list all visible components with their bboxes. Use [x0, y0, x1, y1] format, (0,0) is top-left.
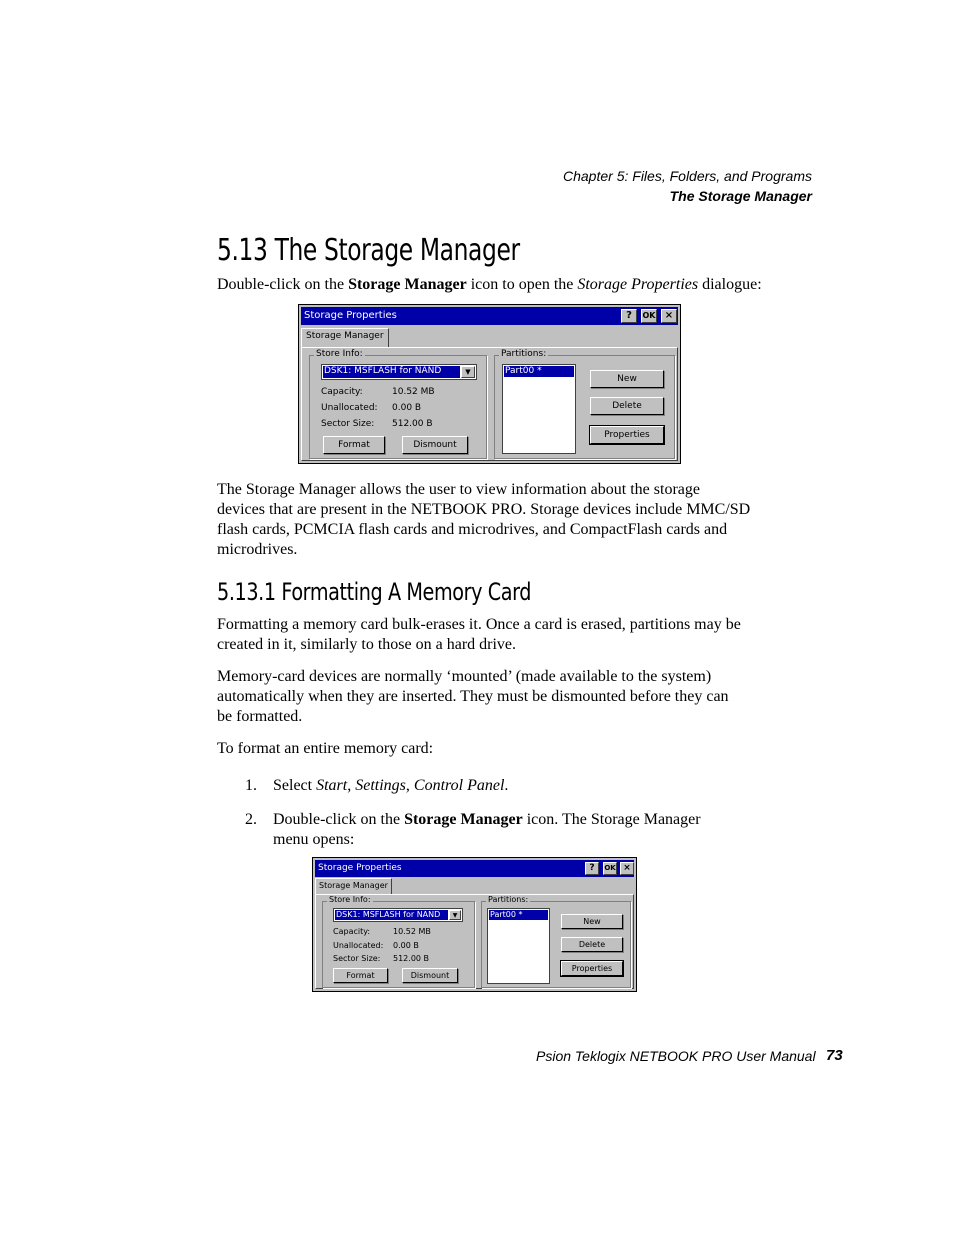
store-select[interactable] — [333, 908, 463, 922]
ok-button[interactable]: OK — [641, 309, 657, 323]
dialog-title: Storage Properties — [318, 863, 402, 873]
delete-button[interactable]: Delete — [561, 937, 623, 952]
storage-properties-dialog-2 — [312, 857, 637, 992]
delete-button[interactable]: Delete — [590, 397, 664, 415]
store-select[interactable] — [321, 364, 477, 380]
running-header-section: The Storage Manager — [669, 188, 812, 204]
store-select-value: DSK1: MSFLASH for NAND — [335, 910, 448, 920]
dialog-title-bar — [315, 860, 634, 877]
partition-item[interactable]: Part00 * — [504, 366, 574, 377]
running-header-chapter: Chapter 5: Files, Folders, and Programs — [563, 168, 812, 184]
close-icon[interactable]: × — [620, 862, 634, 875]
tab-storage-manager[interactable]: Storage Manager — [315, 878, 392, 895]
format-button[interactable]: Format — [323, 436, 385, 454]
footer-manual-title: Psion Teklogix NETBOOK PRO User Manual — [536, 1048, 816, 1064]
intro-paragraph: Double-click on the Storage Manager icon to open the Storage Properties dialogue: — [217, 276, 762, 293]
capacity-label: Capacity: — [321, 387, 363, 397]
partitions-label: Partitions: — [488, 895, 529, 904]
chevron-down-icon[interactable]: ▼ — [449, 910, 461, 920]
close-icon[interactable]: × — [661, 309, 677, 323]
capacity-value: 10.52 MB — [393, 927, 431, 936]
partitions-group — [494, 349, 675, 459]
properties-button[interactable]: Properties — [590, 426, 664, 444]
step-1-text: Select Start, Settings, Control Panel. — [273, 777, 509, 794]
dismount-button[interactable]: Dismount — [402, 968, 458, 983]
store-select-value: DSK1: MSFLASH for NAND — [323, 366, 460, 378]
help-button[interactable]: ? — [621, 309, 637, 323]
store-info-label: Store Info: — [316, 349, 363, 359]
partitions-list[interactable] — [487, 908, 550, 984]
sector-size-value: 512.00 B — [392, 419, 433, 429]
page-number: 73 — [826, 1047, 843, 1064]
help-button[interactable]: ? — [585, 862, 599, 875]
partitions-label: Partitions: — [501, 349, 547, 359]
partition-item[interactable]: Part00 * — [489, 910, 548, 920]
ok-button[interactable]: OK — [603, 862, 617, 875]
partitions-list[interactable] — [502, 364, 576, 454]
tab-pane — [301, 347, 678, 461]
new-button[interactable]: New — [590, 370, 664, 388]
step-2-text: Double-click on the Storage Manager icon. The Storage Manager menu opens: — [273, 811, 701, 848]
format-button[interactable]: Format — [333, 968, 388, 983]
tab-pane — [315, 894, 634, 989]
storage-manager-description: The Storage Manager allows the user to view information about the storage devices that are present in the NETBOOK PRO. Storage devices include MMC/SD flash cards, PCMCIA flash cards and microdrives, and CompactFlash cards and microdrives. — [217, 481, 751, 558]
properties-button[interactable]: Properties — [561, 961, 623, 976]
partitions-group — [481, 895, 631, 988]
chevron-down-icon[interactable]: ▼ — [461, 366, 475, 378]
formatting-paragraph: Formatting a memory card bulk-erases it. Once a card is erased, partitions may be created in it, similarly to those on a hard drive. — [217, 616, 741, 653]
step-2-number: 2. — [245, 811, 257, 828]
unallocated-label: Unallocated: — [321, 403, 378, 413]
store-info-label: Store Info: — [329, 895, 371, 904]
dialog-title-bar — [301, 307, 678, 325]
sector-size-label: Sector Size: — [333, 954, 381, 963]
capacity-label: Capacity: — [333, 927, 371, 936]
storage-properties-dialog — [298, 304, 681, 464]
capacity-value: 10.52 MB — [392, 387, 435, 397]
dismount-button[interactable]: Dismount — [402, 436, 468, 454]
unallocated-value: 0.00 B — [392, 403, 422, 413]
tab-storage-manager[interactable]: Storage Manager — [301, 328, 389, 348]
sector-size-label: Sector Size: — [321, 419, 375, 429]
mounting-paragraph: Memory-card devices are normally ‘mounted’ (made available to the system) automatically when they are inserted. They must be dismounted before they can be formatted. — [217, 668, 729, 725]
unallocated-label: Unallocated: — [333, 941, 384, 950]
store-info-group — [322, 895, 475, 988]
new-button[interactable]: New — [561, 914, 623, 929]
format-intro: To format an entire memory card: — [217, 740, 434, 757]
sector-size-value: 512.00 B — [393, 954, 430, 963]
unallocated-value: 0.00 B — [393, 941, 419, 950]
subsection-title: 5.13.1 Formatting A Memory Card — [217, 578, 532, 606]
dialog-title: Storage Properties — [304, 310, 397, 321]
store-info-group — [309, 349, 487, 459]
section-title: 5.13 The Storage Manager — [217, 233, 520, 268]
step-1-number: 1. — [245, 777, 257, 794]
